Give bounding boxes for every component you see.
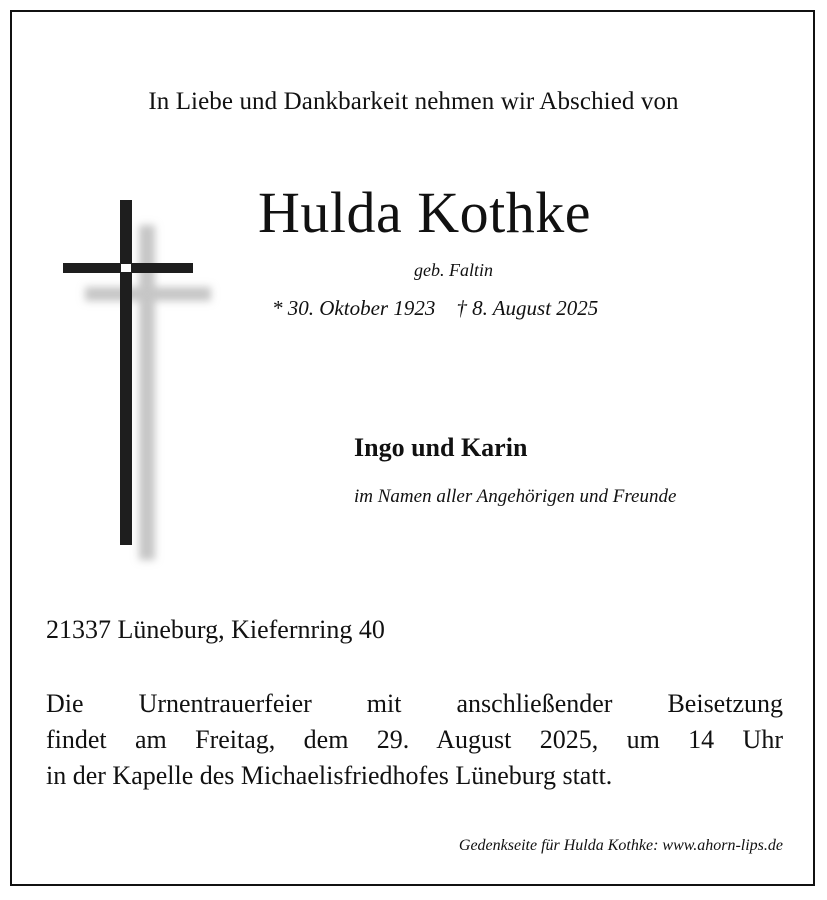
intro-text: In Liebe und Dankbarkeit nehmen wir Abschied von xyxy=(148,88,679,115)
deceased-name: Hulda Kothke xyxy=(258,180,591,245)
cross-shape xyxy=(63,200,193,545)
cross-center-highlight xyxy=(121,264,131,272)
mourners-subtitle: im Namen aller Angehörigen und Freunde xyxy=(354,486,677,507)
death-date: † 8. August 2025 xyxy=(456,296,599,320)
maiden-name: geb. Faltin xyxy=(414,260,493,280)
family-address: 21337 Lüneburg, Kiefernring 40 xyxy=(46,615,385,644)
latin-cross-icon xyxy=(55,195,225,575)
mourners-names: Ingo und Karin xyxy=(354,433,528,462)
cross-shadow xyxy=(85,225,211,560)
service-line: in der Kapelle des Michaelisfriedhofes Lüneburg statt. xyxy=(46,761,613,790)
service-line: Die Urnentrauerfeier mit anschließender Beisetzung xyxy=(46,689,783,718)
birth-date: * 30. Oktober 1923 xyxy=(272,296,436,320)
memorial-page-link: Gedenkseite für Hulda Kothke: www.ahorn-lips.de xyxy=(458,837,783,854)
service-announcement xyxy=(46,686,783,794)
life-dates xyxy=(272,296,598,321)
service-line: findet am Freitag, dem 29. August 2025, um 14 Uhr xyxy=(46,725,783,754)
